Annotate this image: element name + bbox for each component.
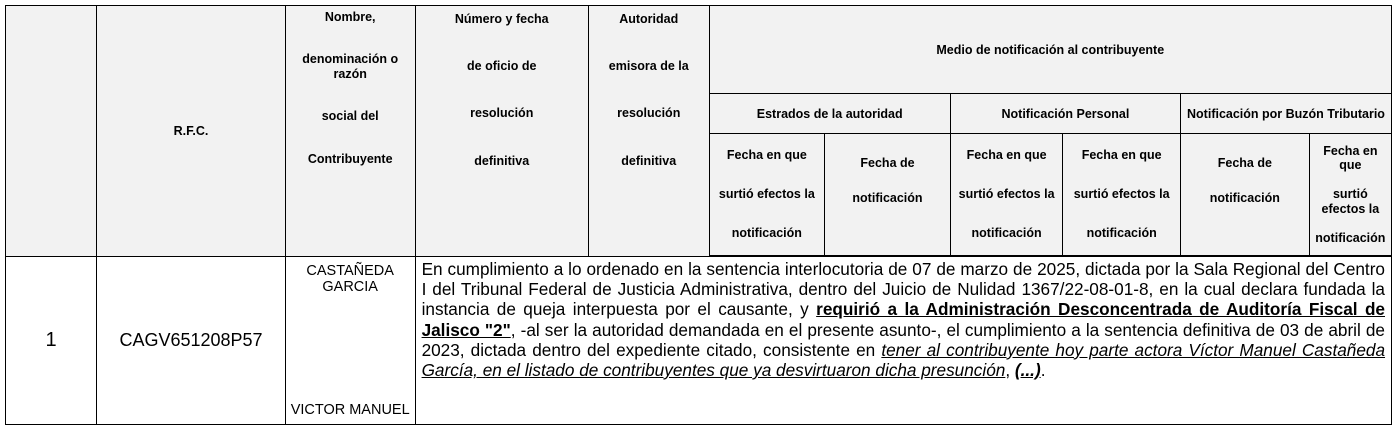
autoridad-header-line: resolución bbox=[617, 106, 681, 121]
buzon-surtio-header bbox=[1309, 134, 1391, 256]
buzon-fecha-header bbox=[1180, 134, 1309, 256]
description-italic: tener al contribuyente hoy parte actora Víctor Manuel Castañeda García, en el listado de contribuyentes que ya desvirtuaron dicha presunción bbox=[421, 339, 1386, 381]
description-bold: requirió a la Administración Desconcentrada de Auditoría Fiscal de Jalisco "2" bbox=[421, 299, 1385, 340]
estrados-header bbox=[709, 94, 950, 134]
buzon-header bbox=[1180, 94, 1391, 134]
surtio-line: surtió efectos la bbox=[1321, 187, 1380, 216]
numero-header-line: definitiva bbox=[474, 153, 530, 168]
row-name bbox=[285, 257, 415, 425]
surtio-line: surtió efectos la bbox=[958, 187, 1055, 202]
surtio-line: surtió efectos la bbox=[1073, 187, 1170, 202]
numero-header bbox=[415, 6, 588, 257]
nombre-header-line: denominación o razón bbox=[302, 52, 399, 81]
numero-header-line: resolución bbox=[470, 106, 534, 121]
row-description bbox=[415, 257, 1391, 425]
fecha-line: notificación bbox=[852, 190, 923, 205]
description-text: En cumplimiento a lo ordenado en la sentencia interlocutoria de 07 de marzo de 2025, dictada por la Sala Regional del Centro I del Tribunal Federal de Justicia Administrativa, dentro del Juicio de Nulidad 1367/22-08-01-8, en la cual declara fundada la instancia de queja interpuesta por el causante, y bbox=[421, 259, 1385, 320]
surtio-line: notificación bbox=[971, 226, 1042, 241]
numero-header-line: de oficio de bbox=[467, 59, 537, 74]
rfc-header bbox=[97, 6, 286, 257]
medio-header-label: Medio de notificación al contribuyente bbox=[936, 42, 1165, 57]
medio-header bbox=[709, 6, 1391, 94]
personal-surtio-header-2 bbox=[1063, 134, 1181, 256]
surtio-line: Fecha en que bbox=[1081, 148, 1162, 163]
surtio-line: notificación bbox=[731, 226, 802, 241]
surtio-line: Fecha en que bbox=[1323, 143, 1378, 172]
fecha-line: Fecha de bbox=[1217, 156, 1272, 171]
nombre-header-line: Nombre, bbox=[324, 10, 376, 24]
estrados-label: Estrados de la autoridad bbox=[756, 106, 903, 121]
nombre-header-line: Contribuyente bbox=[307, 151, 393, 166]
surtio-line: Fecha en que bbox=[726, 148, 807, 163]
index-header-cell bbox=[6, 6, 97, 257]
numero-header-line: Número y fecha bbox=[454, 12, 549, 26]
description-text: , bbox=[1005, 360, 1015, 381]
nombre-header bbox=[285, 6, 415, 257]
surtio-line: surtió efectos la bbox=[718, 187, 815, 202]
name-given: VICTOR MANUEL bbox=[290, 402, 410, 418]
autoridad-header-line: Autoridad bbox=[619, 12, 679, 26]
autoridad-header-line: emisora de la bbox=[608, 59, 689, 74]
surtio-line: Fecha en que bbox=[966, 148, 1047, 163]
row-number: 1 bbox=[6, 257, 97, 425]
estrados-fecha-header bbox=[825, 134, 951, 256]
notification-table bbox=[5, 5, 1392, 425]
name-surname: CASTAÑEDA GARCIA bbox=[306, 263, 394, 295]
autoridad-header bbox=[588, 6, 709, 257]
description-ellipsis: (...) bbox=[1014, 360, 1041, 381]
surtio-line: notificación bbox=[1315, 231, 1386, 246]
rfc-header-label: R.F.C. bbox=[173, 124, 209, 138]
description-text: . bbox=[1040, 360, 1046, 381]
fecha-line: Fecha de bbox=[860, 156, 915, 171]
surtio-line: notificación bbox=[1086, 226, 1157, 241]
personal-header bbox=[950, 94, 1180, 134]
buzon-label: Notificación por Buzón Tributario bbox=[1187, 106, 1385, 121]
nombre-header-line: social del bbox=[321, 109, 379, 124]
personal-surtio-header-1 bbox=[950, 134, 1063, 256]
row-rfc: CAGV651208P57 bbox=[97, 257, 286, 425]
estrados-surtio-header bbox=[709, 134, 825, 256]
autoridad-header-line: definitiva bbox=[621, 153, 677, 168]
personal-label: Notificación Personal bbox=[1001, 106, 1130, 121]
fecha-line: notificación bbox=[1209, 190, 1280, 205]
description-text: , -al ser la autoridad demandada en el presente asunto-, el cumplimiento a la sentencia definitiva de 03 de abril de 2023, dictada dentro del expediente citado, consistente en bbox=[421, 319, 1385, 360]
